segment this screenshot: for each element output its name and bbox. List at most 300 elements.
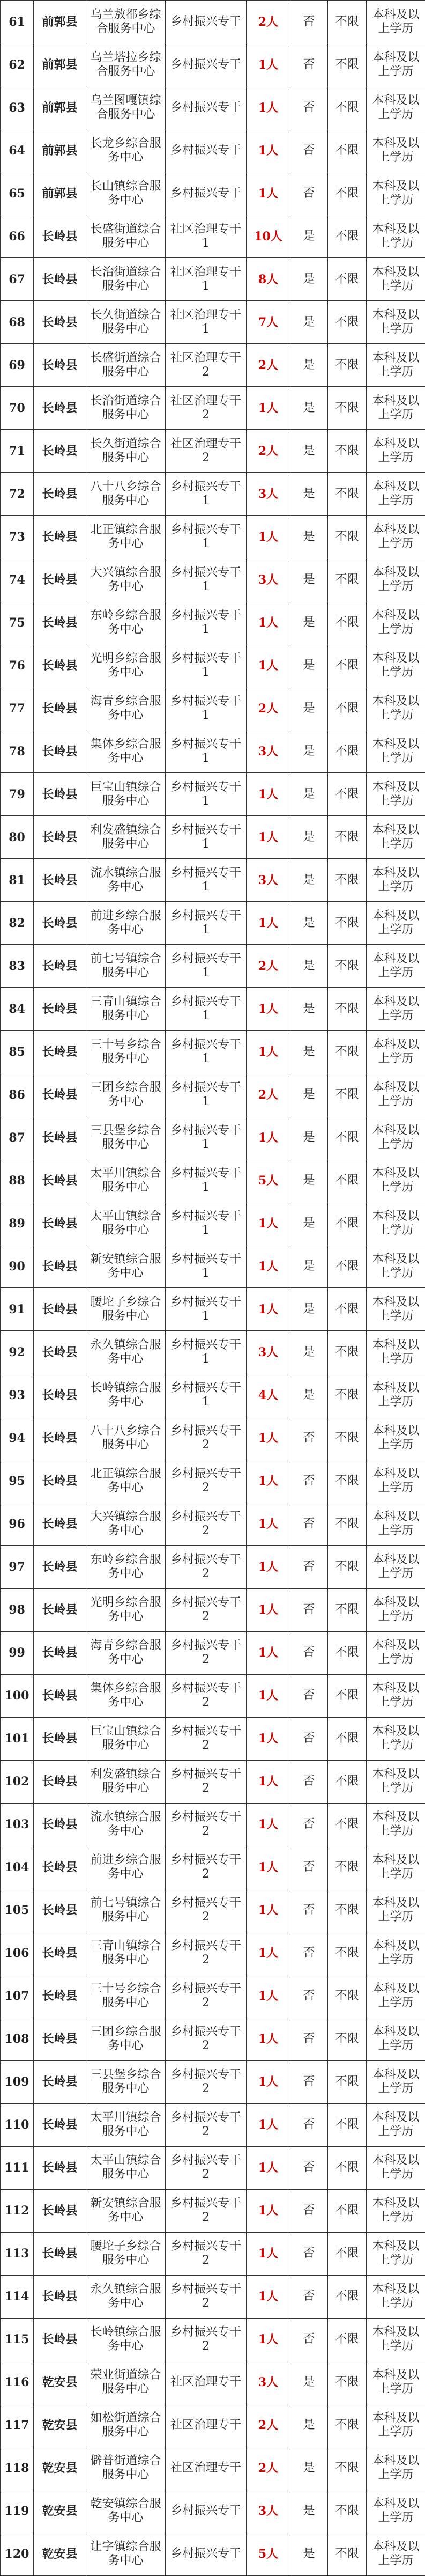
table-row [1,344,425,387]
county-cell: 长岭县 [34,601,86,644]
headcount-cell: 1人 [247,1674,290,1717]
post-cell: 乡村振兴专干1 [166,644,247,687]
table-row [1,2490,425,2533]
party-requirement-cell: 是 [290,2404,328,2447]
unit-cell: 三十号乡综合服务中心 [86,1975,166,2018]
table-row [1,2060,425,2103]
post-cell: 乡村振兴专干1 [166,988,247,1031]
headcount-cell: 1人 [247,2018,290,2060]
party-requirement-cell: 是 [290,1073,328,1116]
county-cell: 长岭县 [34,730,86,773]
limit-cell: 不限 [328,687,367,730]
headcount-cell: 1人 [247,1288,290,1331]
education-cell: 本科及以上学历 [367,1288,425,1331]
headcount-cell: 2人 [247,1073,290,1116]
unit-cell: 太平川镇综合服务中心 [86,2103,166,2146]
row-number: 86 [1,1073,34,1116]
party-requirement-cell: 否 [290,1,328,43]
limit-cell: 不限 [328,644,367,687]
row-number: 103 [1,1803,34,1846]
limit-cell: 不限 [328,1073,367,1116]
table-row [1,1374,425,1417]
county-cell: 乾安县 [34,2533,86,2575]
party-requirement-cell: 是 [290,558,328,601]
party-requirement-cell: 是 [290,644,328,687]
party-requirement-cell: 是 [290,2361,328,2404]
party-requirement-cell: 否 [290,2189,328,2232]
headcount-cell: 1人 [247,2318,290,2361]
party-requirement-cell: 是 [290,1331,328,1374]
table-row [1,1460,425,1503]
county-cell: 长岭县 [34,1717,86,1760]
table-row [1,172,425,215]
unit-cell: 乾安镇综合服务中心 [86,2490,166,2533]
headcount-cell: 1人 [247,172,290,215]
headcount-cell: 1人 [247,86,290,129]
row-number: 113 [1,2232,34,2275]
post-cell: 社区治理专干1 [166,258,247,301]
limit-cell: 不限 [328,2060,367,2103]
education-cell: 本科及以上学历 [367,473,425,516]
education-cell: 本科及以上学历 [367,1975,425,2018]
post-cell: 乡村振兴专干1 [166,1159,247,1202]
party-requirement-cell: 是 [290,1116,328,1159]
headcount-cell: 3人 [247,859,290,902]
party-requirement-cell: 否 [290,1503,328,1545]
limit-cell: 不限 [328,945,367,988]
headcount-cell: 2人 [247,1,290,43]
post-cell: 乡村振兴专干1 [166,1331,247,1374]
row-number: 74 [1,558,34,601]
education-cell: 本科及以上学历 [367,1116,425,1159]
headcount-cell: 1人 [247,1588,290,1631]
limit-cell: 不限 [328,1245,367,1288]
post-cell: 乡村振兴专干2 [166,2318,247,2361]
unit-cell: 光明乡综合服务中心 [86,1588,166,1631]
county-cell: 长岭县 [34,1460,86,1503]
table-body [1,1,425,2576]
row-number: 115 [1,2318,34,2361]
post-cell: 乡村振兴专干1 [166,816,247,859]
post-cell: 乡村振兴专干1 [166,1202,247,1245]
limit-cell: 不限 [328,1889,367,1932]
party-requirement-cell: 是 [290,902,328,945]
post-cell: 乡村振兴专干2 [166,1417,247,1460]
unit-cell: 乌兰图嘎镇综合服务中心 [86,86,166,129]
county-cell: 长岭县 [34,301,86,344]
headcount-cell: 5人 [247,2533,290,2575]
unit-cell: 前进乡综合服务中心 [86,902,166,945]
party-requirement-cell: 否 [290,172,328,215]
education-cell: 本科及以上学历 [367,2361,425,2404]
county-cell: 长岭县 [34,773,86,816]
post-cell: 乡村振兴专干2 [166,1460,247,1503]
county-cell: 长岭县 [34,859,86,902]
county-cell: 前郭县 [34,129,86,172]
county-cell: 长岭县 [34,2146,86,2189]
limit-cell: 不限 [328,2189,367,2232]
unit-cell: 大兴镇综合服务中心 [86,558,166,601]
education-cell: 本科及以上学历 [367,2189,425,2232]
row-number: 84 [1,988,34,1031]
education-cell: 本科及以上学历 [367,344,425,387]
table-row [1,387,425,430]
post-cell: 乡村振兴专干 [166,43,247,86]
education-cell: 本科及以上学历 [367,258,425,301]
table-row [1,2232,425,2275]
limit-cell: 不限 [328,387,367,430]
unit-cell: 乌兰塔拉乡综合服务中心 [86,43,166,86]
table-row [1,2275,425,2318]
education-cell: 本科及以上学历 [367,2318,425,2361]
table-row [1,516,425,558]
party-requirement-cell: 是 [290,773,328,816]
party-requirement-cell: 是 [290,1202,328,1245]
row-number: 120 [1,2533,34,2575]
headcount-cell: 1人 [247,2189,290,2232]
headcount-cell: 3人 [247,1331,290,1374]
education-cell: 本科及以上学历 [367,2275,425,2318]
post-cell: 乡村振兴专干1 [166,1073,247,1116]
table-row [1,730,425,773]
unit-cell: 利发盛镇综合服务中心 [86,816,166,859]
unit-cell: 前七号镇综合服务中心 [86,945,166,988]
limit-cell: 不限 [328,1717,367,1760]
party-requirement-cell: 否 [290,2232,328,2275]
education-cell: 本科及以上学历 [367,215,425,258]
headcount-cell: 2人 [247,945,290,988]
county-cell: 长岭县 [34,644,86,687]
education-cell: 本科及以上学历 [367,129,425,172]
row-number: 83 [1,945,34,988]
row-number: 119 [1,2490,34,2533]
unit-cell: 永久镇综合服务中心 [86,1331,166,1374]
post-cell: 社区治理专干2 [166,430,247,473]
table-row [1,2533,425,2575]
post-cell: 乡村振兴专干 [166,86,247,129]
county-cell: 长岭县 [34,687,86,730]
county-cell: 长岭县 [34,1159,86,1202]
headcount-cell: 1人 [247,601,290,644]
limit-cell: 不限 [328,859,367,902]
education-cell: 本科及以上学历 [367,1,425,43]
county-cell: 乾安县 [34,2404,86,2447]
limit-cell: 不限 [328,1460,367,1503]
education-cell: 本科及以上学历 [367,1159,425,1202]
headcount-cell: 3人 [247,2361,290,2404]
limit-cell: 不限 [328,1417,367,1460]
education-cell: 本科及以上学历 [367,1031,425,1073]
row-number: 98 [1,1588,34,1631]
education-cell: 本科及以上学历 [367,1545,425,1588]
unit-cell: 海青乡综合服务中心 [86,1631,166,1674]
party-requirement-cell: 是 [290,473,328,516]
row-number: 73 [1,516,34,558]
education-cell: 本科及以上学历 [367,1760,425,1803]
county-cell: 长岭县 [34,215,86,258]
table-row [1,1288,425,1331]
party-requirement-cell: 否 [290,2275,328,2318]
row-number: 78 [1,730,34,773]
county-cell: 长岭县 [34,1889,86,1932]
limit-cell: 不限 [328,2361,367,2404]
county-cell: 长岭县 [34,945,86,988]
post-cell: 乡村振兴专干2 [166,1975,247,2018]
unit-cell: 流水镇综合服务中心 [86,1803,166,1846]
county-cell: 乾安县 [34,2361,86,2404]
headcount-cell: 1人 [247,1116,290,1159]
row-number: 94 [1,1417,34,1460]
post-cell: 乡村振兴专干1 [166,1116,247,1159]
education-cell: 本科及以上学历 [367,730,425,773]
education-cell: 本科及以上学历 [367,1674,425,1717]
limit-cell: 不限 [328,730,367,773]
unit-cell: 长治街道综合服务中心 [86,387,166,430]
education-cell: 本科及以上学历 [367,1932,425,1975]
party-requirement-cell: 否 [290,2103,328,2146]
table-row [1,1159,425,1202]
education-cell: 本科及以上学历 [367,2533,425,2575]
headcount-cell: 1人 [247,516,290,558]
education-cell: 本科及以上学历 [367,1889,425,1932]
limit-cell: 不限 [328,1331,367,1374]
post-cell: 乡村振兴专干 [166,129,247,172]
post-cell: 乡村振兴专干2 [166,1889,247,1932]
table-row [1,2189,425,2232]
limit-cell: 不限 [328,1545,367,1588]
headcount-cell: 3人 [247,558,290,601]
table-row [1,945,425,988]
headcount-cell: 1人 [247,387,290,430]
education-cell: 本科及以上学历 [367,988,425,1031]
table-row [1,430,425,473]
limit-cell: 不限 [328,1,367,43]
county-cell: 乾安县 [34,2490,86,2533]
limit-cell: 不限 [328,773,367,816]
post-cell: 乡村振兴专干2 [166,2146,247,2189]
education-cell: 本科及以上学历 [367,1846,425,1889]
table-row [1,258,425,301]
unit-cell: 大兴镇综合服务中心 [86,1503,166,1545]
table-row [1,1503,425,1545]
row-number: 75 [1,601,34,644]
county-cell: 长岭县 [34,2318,86,2361]
education-cell: 本科及以上学历 [367,2490,425,2533]
county-cell: 长岭县 [34,1932,86,1975]
table-row [1,1975,425,2018]
post-cell: 社区治理专干1 [166,301,247,344]
unit-cell: 东岭乡综合服务中心 [86,1545,166,1588]
limit-cell: 不限 [328,301,367,344]
row-number: 89 [1,1202,34,1245]
limit-cell: 不限 [328,988,367,1031]
unit-cell: 长盛街道综合服务中心 [86,215,166,258]
post-cell: 乡村振兴专干1 [166,859,247,902]
county-cell: 长岭县 [34,1631,86,1674]
post-cell: 乡村振兴专干1 [166,473,247,516]
table-row [1,86,425,129]
unit-cell: 三县堡乡综合服务中心 [86,2060,166,2103]
education-cell: 本科及以上学历 [367,1417,425,1460]
limit-cell: 不限 [328,902,367,945]
row-number: 91 [1,1288,34,1331]
table-row [1,2318,425,2361]
education-cell: 本科及以上学历 [367,1803,425,1846]
table-row [1,1674,425,1717]
education-cell: 本科及以上学历 [367,902,425,945]
education-cell: 本科及以上学历 [367,1331,425,1374]
education-cell: 本科及以上学历 [367,2018,425,2060]
headcount-cell: 1人 [247,1717,290,1760]
limit-cell: 不限 [328,2490,367,2533]
unit-cell: 北正镇综合服务中心 [86,516,166,558]
post-cell: 乡村振兴专干1 [166,687,247,730]
row-number: 93 [1,1374,34,1417]
headcount-cell: 2人 [247,2404,290,2447]
county-cell: 长岭县 [34,816,86,859]
county-cell: 长岭县 [34,1975,86,2018]
county-cell: 长岭县 [34,1288,86,1331]
county-cell: 长岭县 [34,1374,86,1417]
county-cell: 长岭县 [34,1760,86,1803]
limit-cell: 不限 [328,43,367,86]
headcount-cell: 1人 [247,1803,290,1846]
headcount-cell: 1人 [247,1975,290,2018]
education-cell: 本科及以上学历 [367,301,425,344]
limit-cell: 不限 [328,430,367,473]
table-row [1,1,425,43]
limit-cell: 不限 [328,1116,367,1159]
party-requirement-cell: 否 [290,1975,328,2018]
headcount-cell: 2人 [247,2447,290,2490]
unit-cell: 长治街道综合服务中心 [86,258,166,301]
limit-cell: 不限 [328,1031,367,1073]
party-requirement-cell: 是 [290,344,328,387]
unit-cell: 八十八乡综合服务中心 [86,473,166,516]
table-row [1,2361,425,2404]
post-cell: 乡村振兴专干2 [166,1803,247,1846]
headcount-cell: 1人 [247,1417,290,1460]
table-row [1,644,425,687]
headcount-cell: 1人 [247,129,290,172]
post-cell: 社区治理专干2 [166,344,247,387]
headcount-cell: 1人 [247,1245,290,1288]
education-cell: 本科及以上学历 [367,430,425,473]
headcount-cell: 1人 [247,1760,290,1803]
post-cell: 乡村振兴专干2 [166,2103,247,2146]
post-cell: 乡村振兴专干 [166,2490,247,2533]
post-cell: 乡村振兴专干1 [166,1374,247,1417]
headcount-cell: 1人 [247,902,290,945]
party-requirement-cell: 是 [290,258,328,301]
table-row [1,1031,425,1073]
table-row [1,1846,425,1889]
education-cell: 本科及以上学历 [367,1717,425,1760]
table-row [1,1717,425,1760]
party-requirement-cell: 否 [290,1803,328,1846]
row-number: 66 [1,215,34,258]
education-cell: 本科及以上学历 [367,2146,425,2189]
post-cell: 乡村振兴专干2 [166,1717,247,1760]
county-cell: 长岭县 [34,1116,86,1159]
county-cell: 长岭县 [34,1417,86,1460]
table-row [1,859,425,902]
table-row [1,1588,425,1631]
county-cell: 长岭县 [34,2060,86,2103]
party-requirement-cell: 是 [290,730,328,773]
unit-cell: 三县堡乡综合服务中心 [86,1116,166,1159]
party-requirement-cell: 是 [290,1288,328,1331]
unit-cell: 流水镇综合服务中心 [86,859,166,902]
headcount-cell: 1人 [247,2060,290,2103]
county-cell: 长岭县 [34,430,86,473]
limit-cell: 不限 [328,1760,367,1803]
unit-cell: 三团乡综合服务中心 [86,1073,166,1116]
post-cell: 乡村振兴专干2 [166,1588,247,1631]
party-requirement-cell: 是 [290,2533,328,2575]
row-number: 81 [1,859,34,902]
unit-cell: 集体乡综合服务中心 [86,730,166,773]
county-cell: 长岭县 [34,2232,86,2275]
table-row [1,1889,425,1932]
county-cell: 长岭县 [34,2275,86,2318]
headcount-cell: 1人 [247,816,290,859]
education-cell: 本科及以上学历 [367,172,425,215]
education-cell: 本科及以上学历 [367,1202,425,1245]
row-number: 109 [1,2060,34,2103]
row-number: 70 [1,387,34,430]
row-number: 77 [1,687,34,730]
education-cell: 本科及以上学历 [367,86,425,129]
table-row [1,687,425,730]
row-number: 82 [1,902,34,945]
table-row [1,773,425,816]
party-requirement-cell: 否 [290,1631,328,1674]
post-cell: 乡村振兴专干1 [166,1031,247,1073]
education-cell: 本科及以上学历 [367,945,425,988]
headcount-cell: 2人 [247,430,290,473]
table-row [1,816,425,859]
headcount-cell: 1人 [247,1202,290,1245]
education-cell: 本科及以上学历 [367,1374,425,1417]
limit-cell: 不限 [328,2275,367,2318]
post-cell: 乡村振兴专干2 [166,2018,247,2060]
headcount-cell: 1人 [247,1545,290,1588]
party-requirement-cell: 否 [290,1717,328,1760]
post-cell: 乡村振兴专干2 [166,1760,247,1803]
unit-cell: 荣业街道综合服务中心 [86,2361,166,2404]
table-row [1,1932,425,1975]
party-requirement-cell: 是 [290,301,328,344]
education-cell: 本科及以上学历 [367,1460,425,1503]
county-cell: 长岭县 [34,1031,86,1073]
headcount-cell: 2人 [247,344,290,387]
post-cell: 乡村振兴专干2 [166,1631,247,1674]
education-cell: 本科及以上学历 [367,2060,425,2103]
county-cell: 长岭县 [34,1331,86,1374]
headcount-cell: 2人 [247,687,290,730]
unit-cell: 腰坨子乡综合服务中心 [86,1288,166,1331]
county-cell: 长岭县 [34,473,86,516]
post-cell: 乡村振兴专干2 [166,2275,247,2318]
headcount-cell: 1人 [247,1460,290,1503]
post-cell: 乡村振兴专干1 [166,601,247,644]
unit-cell: 海青乡综合服务中心 [86,687,166,730]
education-cell: 本科及以上学历 [367,1503,425,1545]
limit-cell: 不限 [328,258,367,301]
party-requirement-cell: 是 [290,387,328,430]
unit-cell: 三十号乡综合服务中心 [86,1031,166,1073]
